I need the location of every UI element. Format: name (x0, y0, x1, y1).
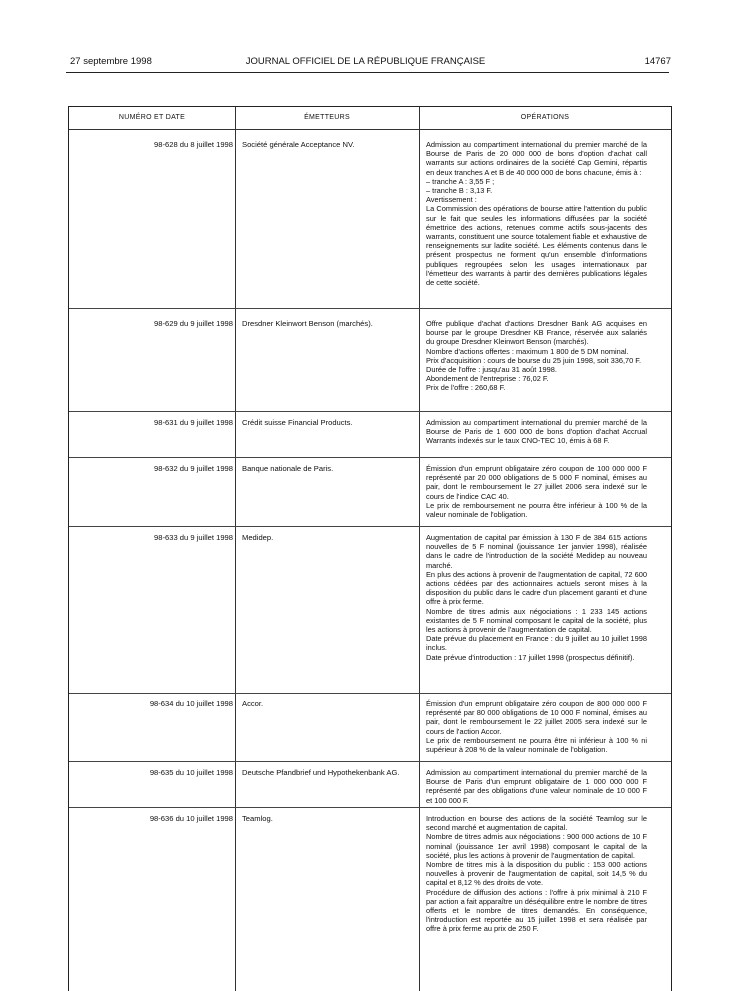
row-number: 98-634 du 10 juillet 1998 (149, 699, 233, 708)
row-operations (426, 533, 647, 662)
row-issuer: Teamlog. (242, 814, 273, 823)
operation-text: Date prévue d'introduction : 17 juillet 1998 (prospectus définitif). (426, 652, 635, 662)
row-number: 98-636 du 10 juillet 1998 (149, 814, 233, 823)
operation-text: Offre publique d'achat d'actions Dresdner Bank AG acquises en bourse par le groupe Dresdner KB France, réservée aux salariés du groupe Dresdner Kleinwort Benson (marchés). (426, 319, 647, 347)
operation-text: Abondement de l'entreprise : 76,02 F. (426, 374, 549, 384)
operation-text: Émission d'un emprunt obligataire zéro coupon de 800 000 000 F représenté par 80 000 obligations de 10 000 F nominal, émises au pair, dont le remboursement le 22 juillet 2005 sera indexé sur le cours de l'action Accor. (426, 699, 647, 736)
header-rule (66, 72, 669, 73)
row-separator (69, 526, 671, 527)
operation-text: – tranche B : 3,13 F. (426, 186, 493, 196)
row-operations (426, 814, 647, 934)
operation-text: Augmentation de capital par émission à 130 F de 384 615 actions nouvelles de 5 F nominal (jouissance 1er janvier 1998), réalisée dans le cadre de l'introduction de la société Medidep au nouveau marché. (426, 533, 647, 570)
row-separator (69, 761, 671, 762)
row-operations (426, 140, 647, 287)
column-header-issuers: ÉMETTEURS (304, 114, 350, 121)
column-divider (419, 107, 420, 991)
row-number: 98-629 du 9 juillet 1998 (154, 319, 233, 328)
row-issuer: Société générale Acceptance NV. (242, 140, 355, 149)
operation-text: Date prévue du placement en France : du 9 juillet au 10 juillet 1998 inclus. (426, 634, 647, 653)
operation-text: Nombre de titres mis à la disposition du public : 153 000 actions nouvelles à provenir de l'augmentation de capital, soit 14,5 % du capital et 8,12 % des droits de vote. (426, 860, 647, 888)
operation-text: – tranche A : 3,55 F ; (426, 176, 495, 186)
header-separator (69, 129, 671, 130)
row-operations (426, 418, 647, 446)
row-number: 98-631 du 9 juillet 1998 (154, 418, 233, 427)
operation-text: Nombre de titres admis aux négociations : 1 233 145 actions existantes de 5 F nominal composant le capital de la société, plus les actions à provenir de l'augmentation de capital. (426, 606, 647, 635)
row-operations (426, 768, 647, 805)
page-date: 27 septembre 1998 (70, 56, 152, 67)
row-issuer: Banque nationale de Paris. (242, 464, 334, 473)
row-number: 98-635 du 10 juillet 1998 (149, 768, 233, 777)
operation-text: Prix d'acquisition : cours de bourse du 25 juin 1998, soit 336,70 F. (426, 355, 642, 365)
row-number: 98-633 du 9 juillet 1998 (154, 533, 233, 542)
journal-title: JOURNAL OFFICIEL DE LA RÉPUBLIQUE FRANÇAISE (245, 56, 486, 67)
row-separator (69, 411, 671, 412)
operation-text: Introduction en bourse des actions de la société Teamlog sur le second marché et augmentation de capital. (426, 814, 647, 833)
row-operations (426, 699, 647, 754)
column-divider (235, 107, 236, 991)
operation-text: Nombre d'actions offertes : maximum 1 800 de 5 DM nominal. (426, 346, 629, 356)
row-separator (69, 457, 671, 458)
row-separator (69, 308, 671, 309)
row-issuer: Crédit suisse Financial Products. (242, 418, 353, 427)
operation-text: Durée de l'offre : jusqu'au 31 août 1998. (426, 365, 557, 375)
row-separator (69, 693, 671, 694)
row-number: 98-628 du 8 juillet 1998 (154, 140, 233, 149)
row-operations (426, 464, 647, 519)
operation-text: La Commission des opérations de bourse attire l'attention du public sur le fait que seules les informations diffusées par la société émettrice des actions, retenues comme actifs sous-jacents des warrants, constituent une source totalement fiable et exhaustive de renseignements sur ladite société. Les éléments contenus dans le présent prospectus ne forment qu'un ensemble d'informations publiques regroupées selon les usages internationaux par l'émetteur des warrants à partir des dernières publications légales de cette société. (426, 204, 647, 288)
row-issuer: Dresdner Kleinwort Benson (marchés). (242, 319, 373, 328)
row-separator (69, 807, 671, 808)
operation-text: En plus des actions à provenir de l'augmentation de capital, 72 600 actions cédées par des actionnaires actuels seront mises à la disposition du public dans le cadre d'un placement garanti et d'une offre à prix ferme. (426, 569, 647, 607)
operation-text: Prix de l'offre : 260,68 F. (426, 383, 506, 393)
operation-text: Émission d'un emprunt obligataire zéro coupon de 100 000 000 F représenté par 20 000 obligations de 5 000 F nominal, émises au pair, dont le remboursement le 27 juillet 2006 sera indexé sur le cours de l'indice CAC 40. (426, 464, 647, 501)
row-issuer: Medidep. (242, 533, 274, 542)
column-header-operations: OPÉRATIONS (520, 114, 570, 121)
operation-text: Nombre de titres admis aux négociations : 900 000 actions de 10 F nominal (jouissance 1er avril 1998) composant le capital de la société, plus les actions à provenir de l'augmentation de capital. (426, 832, 647, 860)
operation-text: Admission au compartiment international du premier marché de la Bourse de Paris de 20 000 000 de bons d'option d'achat call warrants sur actions ordinaires de la société Cap Gemini, répartis en deux tranches A et B de 40 000 000 de bons chacune, émis à : (426, 140, 647, 177)
operation-text: Le prix de remboursement ne pourra être inférieur à 100 % de la valeur nominale de l'obligation. (426, 500, 647, 520)
operation-text: Le prix de remboursement ne pourra être ni inférieur à 100 % ni supérieur à 208 % de la valeur nominale de l'obligation. (426, 735, 647, 755)
row-issuer: Accor. (242, 699, 264, 708)
row-number: 98-632 du 9 juillet 1998 (154, 464, 233, 473)
operation-text: Avertissement : (426, 195, 477, 205)
row-operations (426, 319, 647, 393)
page-number: 14767 (644, 56, 671, 67)
operations-table (68, 106, 672, 991)
column-header-number: NUMÉRO ET DATE (118, 114, 186, 121)
operation-text: Admission au compartiment international du premier marché de la Bourse de Paris de 1 600 000 de bons d'option d'achat Accrual Warrants indexés sur le taux CNO-TEC 10, émis à 68 F. (426, 418, 647, 446)
operation-text: Procédure de diffusion des actions : l'offre à prix minimal à 210 F par action a fait apparaître un déséquilibre entre le nombre de titres offerts et le nombre de titres demandés. En conséquence, l'introduction est reportée au 15 juillet 1998 et sera réalisée par offre à prix ferme au prix de 250 F. (426, 887, 647, 934)
operation-text: Admission au compartiment international du premier marché de la Bourse de Paris d'un emprunt obligataire de 1 000 000 000 F représenté par des obligations d'une valeur nominale de 10 000 F et 100 000 F. (426, 768, 647, 805)
row-issuer: Deutsche Pfandbrief und Hypothekenbank AG. (242, 768, 400, 777)
